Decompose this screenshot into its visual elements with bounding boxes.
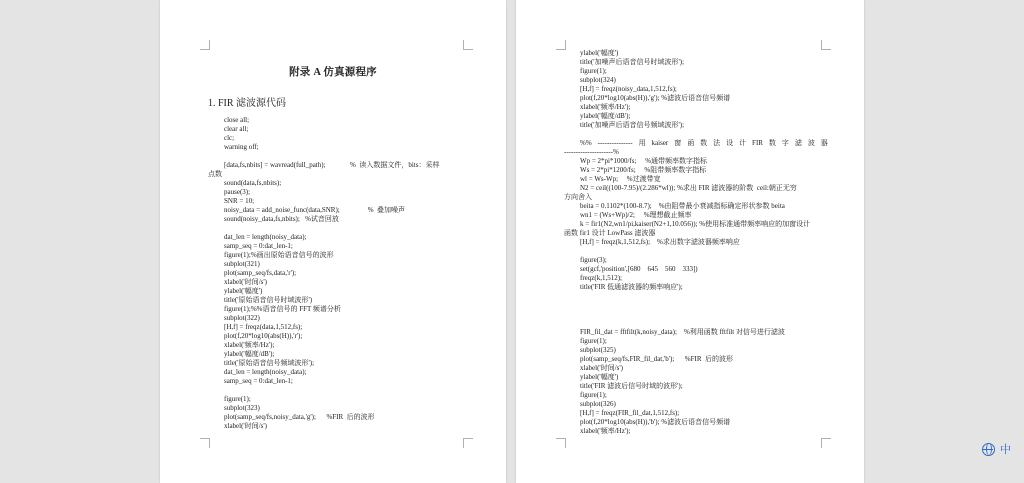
code-line: subplot(321) xyxy=(224,260,260,268)
code-line: FIR_fil_dat = fftfilt(k,noisy_data); %利用函数 fftfilt 对信号进行滤波 xyxy=(580,328,785,336)
code-line: 方向舍入 xyxy=(564,193,592,201)
code-line: clear all; xyxy=(224,125,249,133)
code-line: figure(1); xyxy=(224,395,251,403)
appendix-title: 附录 A 仿真源程序 xyxy=(289,67,377,78)
code-line: plot(f,20*log10(abs(H)),'r'); xyxy=(224,332,303,340)
crop-mark xyxy=(556,438,566,448)
code-line: subplot(323) xyxy=(224,404,260,412)
code-line: ylabel('幅度') xyxy=(580,49,619,57)
code-line xyxy=(580,292,828,301)
code-line: sound(data,fs,nbits); xyxy=(224,179,282,187)
code-line xyxy=(580,310,828,319)
code-line: ylabel('幅度/dB'); xyxy=(580,112,631,120)
code-line: figure(1); xyxy=(580,67,607,75)
code-line: ylabel('幅度/dB'); xyxy=(224,350,275,358)
code-line: figure(1);%%语音信号的 FFT 频谱分析 xyxy=(224,305,341,313)
code-line: Ws = 2*pi*1200/fs; %阻带频率数字指标 xyxy=(580,166,707,174)
code-line: xlabel('时间/s') xyxy=(224,422,267,430)
code-line: ylabel('幅度') xyxy=(224,287,263,295)
code-block-right xyxy=(564,49,828,436)
code-line xyxy=(580,319,828,328)
code-line: figure(1);%画出原始语音信号的波形 xyxy=(224,251,334,259)
document-page-right xyxy=(516,0,864,483)
globe-icon[interactable] xyxy=(982,443,995,456)
code-line: plot(samp_seq/fs,FIR_fil_dat,'b'); %FIR 后的波形 xyxy=(580,355,734,363)
code-line: xlabel('时间/s') xyxy=(224,278,267,286)
code-line: k = fir1(N2,wn1/pi,kaiser(N2+1,10.056)); %使用标准通带频率响应的加窗设计 xyxy=(580,220,811,228)
code-line: [data,fs,nbits] = wavread(full_path); % 读入数据文件，bits：采样 xyxy=(224,161,440,169)
code-line: subplot(324) xyxy=(580,76,616,84)
code-line: wn1 = (Ws+Wp)/2; %理想截止频率 xyxy=(580,211,692,219)
code-line: plot(f,20*log10(abs(H)),'g'); %滤波后语音信号频谱 xyxy=(580,94,731,102)
code-block-left xyxy=(208,116,440,431)
code-line: pause(3); xyxy=(224,188,251,196)
code-line: xlabel('时间/s') xyxy=(580,364,623,372)
code-line: title('原始语音信号时域波形') xyxy=(224,296,313,304)
code-line: plot(samp_seq/fs,noisy_data,'g'); %FIR 后的波形 xyxy=(224,413,375,421)
code-line: Wp = 2*pi*1000/fs; %通带频率数字指标 xyxy=(580,157,708,165)
code-line: wl = Ws-Wp; %过渡带宽 xyxy=(580,175,661,183)
crop-mark xyxy=(463,438,473,448)
code-line: N2 = ceil((100-7.95)/(2.286*wl)); %求出 FIR 滤波器的阶数 ceil:朝正无穷 xyxy=(580,184,797,192)
code-line: warning off; xyxy=(224,143,259,151)
code-line: title('加噪声后语音信号时域波形'); xyxy=(580,58,685,66)
code-line: figure(1); xyxy=(580,337,607,345)
code-line xyxy=(580,247,828,256)
code-line: xlabel('频率/Hz'); xyxy=(224,341,275,349)
code-line: [H,f] = freqz(data,1,512,fs); xyxy=(224,323,303,331)
code-line: figure(3); xyxy=(580,256,607,264)
document-page-left xyxy=(160,0,506,483)
code-line xyxy=(580,130,828,139)
code-line xyxy=(224,224,439,233)
code-line: title('FIR 滤波后信号时域的波形'); xyxy=(580,382,683,390)
code-line: figure(1); xyxy=(580,391,607,399)
code-line xyxy=(224,386,439,395)
code-line: title('FIR 低通滤波器的频率响应'); xyxy=(580,283,683,291)
code-line: title('加噪声后语音信号频域波形'); xyxy=(580,121,685,129)
code-line: dat_len = length(noisy_data); xyxy=(224,368,307,376)
code-line: noisy_data = add_noise_func(data,SNR); % 叠加噪声 xyxy=(224,206,406,214)
crop-mark xyxy=(821,438,831,448)
code-line: xlabel('频率/Hz'); xyxy=(580,103,631,111)
code-line xyxy=(580,301,828,310)
crop-mark xyxy=(200,438,210,448)
code-line: subplot(326) xyxy=(580,400,616,408)
language-toggle[interactable]: 中 xyxy=(1000,443,1011,456)
code-line: beita = 0.1102*(100-8.7); %由阻带最小衰减指标确定形状参数 beita xyxy=(580,202,785,210)
section-heading: 1. FIR 滤波源代码 xyxy=(208,98,287,109)
code-line: close all; xyxy=(224,116,250,124)
code-line: subplot(322) xyxy=(224,314,260,322)
code-line: ---------------------% xyxy=(564,148,619,156)
code-line: sound(noisy_data,fs,nbits); %试音回放 xyxy=(224,215,339,223)
code-line: %% --------------- 用 kaiser 窗 函 数 法 设 计 FIR 数 字 滤 波 器 xyxy=(580,139,828,147)
code-line: 点数 xyxy=(208,170,222,178)
crop-mark xyxy=(200,40,210,50)
crop-mark xyxy=(463,40,473,50)
code-line: samp_seq = 0:dat_len-1; xyxy=(224,377,293,385)
code-line: samp_seq = 0:dat_len-1; xyxy=(224,242,293,250)
side-toolbar xyxy=(982,440,1011,458)
crop-mark xyxy=(556,40,566,50)
code-line: SNR = 10; xyxy=(224,197,255,205)
code-line: [H,f] = freqz(noisy_data,1,512,fs); xyxy=(580,85,677,93)
code-line: plot(f,20*log10(abs(H)),'b'); %滤波后语音信号频谱 xyxy=(580,418,731,426)
code-line: clc; xyxy=(224,134,235,142)
code-line: set(gcf,'position',[680 645 560 333]) xyxy=(580,265,698,273)
code-line: dat_len = length(noisy_data); xyxy=(224,233,307,241)
code-line: freqz(k,1,512); xyxy=(580,274,622,282)
code-line: [H,f] = freqz(k,1,512,fs); %求出数字滤波器频率响应 xyxy=(580,238,740,246)
code-line: subplot(325) xyxy=(580,346,616,354)
code-line: title('原始语音信号频域波形'); xyxy=(224,359,315,367)
code-line: xlabel('频率/Hz'); xyxy=(580,427,631,435)
code-line: [H,f] = freqz(FIR_fil_dat,1,512,fs); xyxy=(580,409,680,417)
code-line: plot(samp_seq/fs,data,'r'); xyxy=(224,269,297,277)
code-line xyxy=(224,152,439,161)
code-line: ylabel('幅度') xyxy=(580,373,619,381)
code-line: 函数 fir1 设计 LowPass 滤波器 xyxy=(564,229,656,237)
